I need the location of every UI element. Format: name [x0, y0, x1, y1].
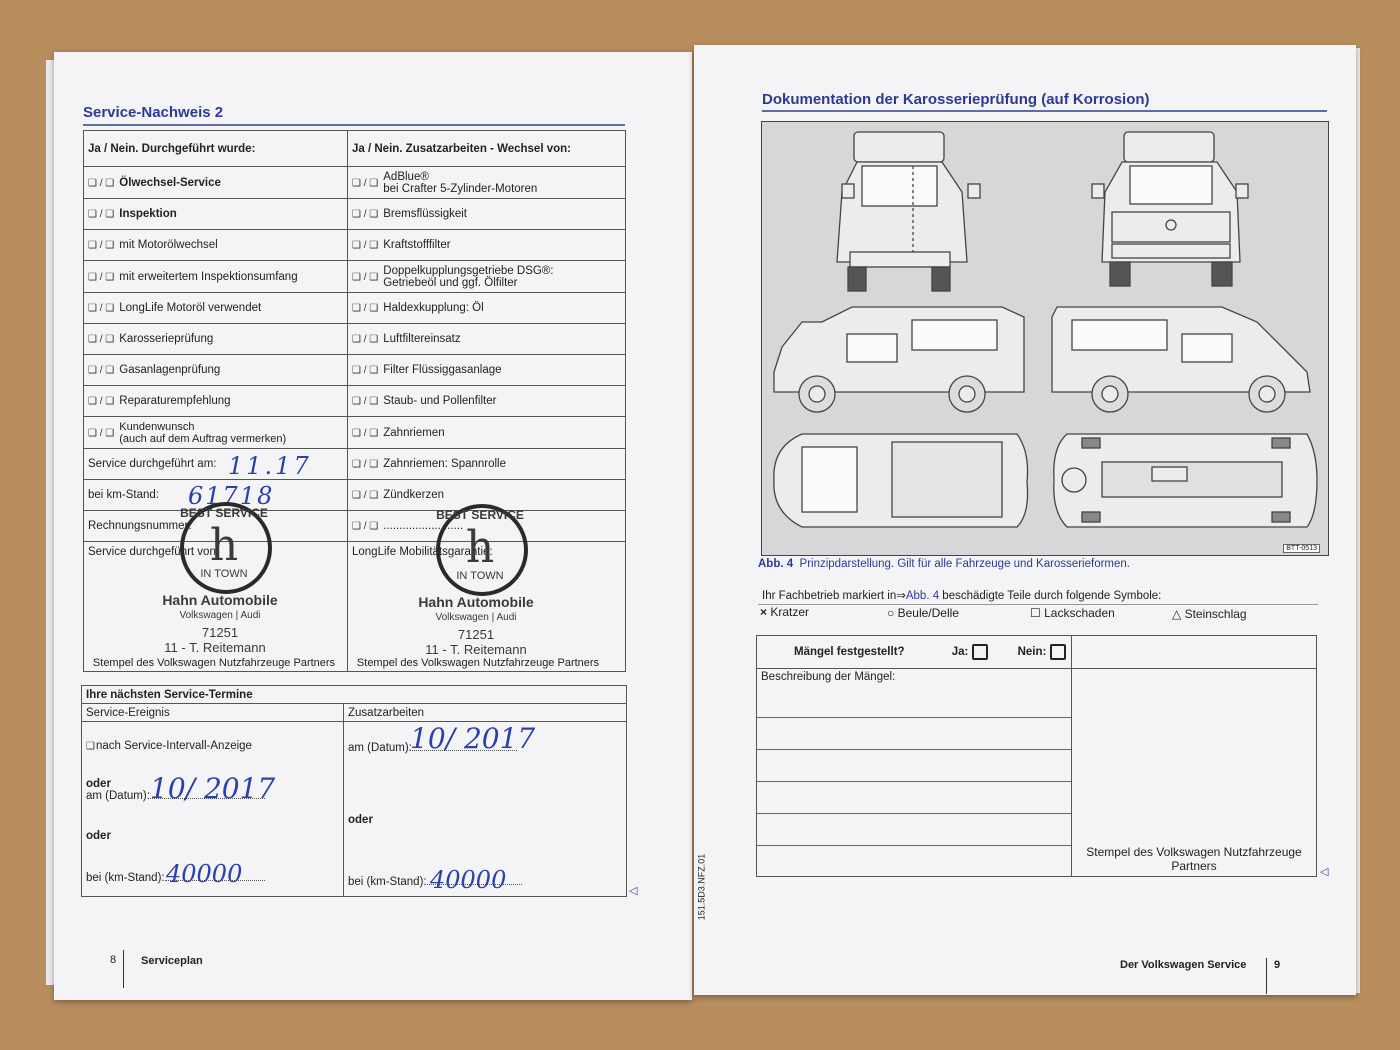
col1-header: Ja / Nein. Durchgeführt wurde: — [84, 131, 348, 167]
row-dsg[interactable]: ❑ / ❑Doppelkupplungsgetriebe DSG®: Getriebeöl und ggf. Ölfilter — [348, 261, 626, 293]
oder-3: oder — [348, 814, 373, 826]
service-by-cell: Service durchgeführt von: — [84, 542, 348, 672]
stamp-brands-left: Volkswagen | Audi — [179, 610, 261, 621]
row-kraftstofffilter[interactable]: ❑ / ❑ Kraftstofffilter — [348, 230, 626, 261]
vehicle-drawing — [762, 122, 1328, 555]
stamp-person-right: 11 - T. Reitemann — [425, 642, 527, 657]
stamp-ring-text-left: BEST SERVICE — [180, 506, 268, 520]
defects-table — [756, 635, 1317, 877]
symbol-paint-damage: ☐ Lackschaden — [1030, 606, 1115, 620]
handwritten-km: 61718 — [188, 482, 275, 510]
description-line-2[interactable] — [757, 750, 1071, 782]
next-col2-header: Zusatzarbeiten — [344, 704, 627, 722]
row-kundenwunsch[interactable]: ❑ / ❑Kundenwunsch (auch auf dem Auftrag vermerken) — [84, 417, 348, 449]
instruction-text: Ihr Fachbetrieb markiert in⇒Abb. 4 beschädigte Teile durch folgende Symbole: — [762, 590, 1162, 602]
row-gasanlage[interactable]: ❑ / ❑ Gasanlagenprüfung — [84, 355, 348, 386]
symbol-stone-chip: △ Steinschlag — [1172, 607, 1247, 621]
partner-stamp-cell: Stempel des Volkswagen Nutzfahrzeuge Partners — [1072, 669, 1317, 877]
row-pollenfilter[interactable]: ❑ / ❑ Staub- und Pollenfilter — [348, 386, 626, 417]
stamp-ring-text-right: BEST SERVICE — [436, 508, 524, 522]
stamp-brands-right: Volkswagen | Audi — [435, 612, 517, 623]
handwritten-km-1: 40000 — [166, 860, 243, 888]
right-page-number: 9 — [1274, 959, 1281, 971]
row-inspektion[interactable]: ❑ / ❑ Inspektion — [84, 199, 348, 230]
defects-question: Mängel festgestellt? — [794, 646, 905, 659]
title-rule-right — [762, 110, 1327, 112]
symbol-dent: ○ Beule/Delle — [887, 606, 959, 620]
van-underside-view — [1054, 434, 1317, 527]
defects-description-cell[interactable] — [757, 669, 1072, 877]
van-front-view — [1092, 132, 1248, 286]
handwritten-date-1: 10/ 2017 — [150, 772, 276, 805]
handwritten-date-2: 10/ 2017 — [410, 722, 536, 755]
description-line-1[interactable] — [757, 718, 1071, 750]
next-service-title: Ihre nächsten Service-Termine — [82, 686, 627, 704]
longlife-cell: LongLife Mobilitätsgarantie: — [348, 542, 626, 672]
row-motoroelwechsel[interactable]: ❑ / ❑ mit Motorölwechsel — [84, 230, 348, 261]
row-erweitert[interactable]: ❑ / ❑ mit erweitertem Inspektionsumfang — [84, 261, 348, 293]
service-table — [83, 130, 626, 672]
stamp-ring-bottom-right: IN TOWN — [456, 570, 504, 582]
row-zahnriemen[interactable]: ❑ / ❑ Zahnriemen — [348, 417, 626, 449]
stamp-ring-bottom-left: IN TOWN — [200, 568, 248, 580]
row-luftfilter[interactable]: ❑ / ❑ Luftfiltereinsatz — [348, 324, 626, 355]
row-spannrolle[interactable]: ❑ / ❑ Zahnriemen: Spannrolle — [348, 449, 626, 480]
stamp-center-right: h — [465, 522, 495, 573]
left-footer-separator — [123, 950, 124, 988]
row-invoice[interactable]: Rechnungsnummer: — [84, 511, 348, 542]
oder-1: oder — [86, 778, 111, 790]
left-page-number: 8 — [110, 954, 117, 966]
vehicle-diagram — [761, 121, 1329, 556]
row-reparatur[interactable]: ❑ / ❑ Reparaturempfehlung — [84, 386, 348, 417]
stamp-zip-right: 71251 — [457, 627, 495, 642]
description-line-4[interactable] — [757, 814, 1071, 846]
oder-2: oder — [86, 830, 111, 842]
row-longlife[interactable]: ❑ / ❑ LongLife Motoröl verwendet — [84, 293, 348, 324]
next-km-1-row[interactable]: bei (km-Stand): — [86, 872, 339, 884]
left-page-title: Service-Nachweis 2 — [83, 104, 224, 121]
next-col1-header: Service-Ereignis — [82, 704, 344, 722]
symbol-rule — [758, 604, 1318, 605]
left-footer-text: Serviceplan — [141, 955, 203, 967]
right-page-title: Dokumentation der Karosserieprüfung (auf Korrosion) — [762, 91, 1150, 108]
handwritten-km-2: 40000 — [430, 866, 507, 894]
defects-question-cell — [757, 636, 1072, 669]
no-checkbox[interactable] — [1050, 644, 1066, 660]
row-oelwechsel[interactable]: ❑ / ❑ Ölwechsel-Service — [84, 167, 348, 199]
right-footer-separator — [1266, 958, 1267, 994]
stamp-person-left: 11 - T. Reitemann — [164, 640, 266, 655]
continue-arrow-left: ◁ — [629, 885, 638, 897]
van-rear-view — [837, 132, 980, 291]
description-label: Beschreibung der Mängel: — [757, 669, 1071, 718]
diagram-code: BTT-0513 — [1283, 544, 1320, 553]
stamp-name-left: Hahn Automobile — [162, 592, 278, 608]
van-side-view-left — [774, 307, 1024, 412]
stamp-caption-right: Stempel des Volkswagen Nutzfahrzeuge Partners — [356, 657, 600, 669]
yes-checkbox[interactable] — [972, 644, 988, 660]
van-side-view-right — [1052, 307, 1310, 412]
figure-caption: Abb. 4 Prinzipdarstellung. Gilt für alle Fahrzeuge und Karosserieformen. — [758, 558, 1130, 570]
col2-header: Ja / Nein. Zusatzarbeiten - Wechsel von: — [348, 131, 626, 167]
row-adblue[interactable]: ❑ / ❑AdBlue® bei Crafter 5-Zylinder-Motoren — [348, 167, 626, 199]
handwritten-service-date: 11.17 — [228, 452, 312, 480]
stamp-center-left: h — [209, 520, 239, 571]
row-karosserie[interactable]: ❑ / ❑ Karosserieprüfung — [84, 324, 348, 355]
description-line-3[interactable] — [757, 782, 1071, 814]
row-service-date[interactable]: Service durchgeführt am: — [84, 449, 348, 480]
yes-label: Ja: — [951, 646, 969, 659]
van-top-view — [774, 434, 1028, 527]
symbol-scratch: × Kratzer — [760, 605, 810, 619]
interval-option[interactable]: ❑nach Service-Intervall-Anzeige — [86, 740, 252, 752]
stamp-header-cell — [1072, 636, 1317, 669]
row-bremsfluessigkeit[interactable]: ❑ / ❑ Bremsflüssigkeit — [348, 199, 626, 230]
right-footer-text: Der Volkswagen Service — [1120, 959, 1247, 971]
next-date-2-row[interactable]: am (Datum): — [348, 742, 622, 754]
row-zuendkerzen[interactable]: ❑ / ❑ Zündkerzen — [348, 480, 626, 511]
next-date-1-row[interactable]: am (Datum): — [86, 790, 339, 802]
row-fluessiggas[interactable]: ❑ / ❑ Filter Flüssiggasanlage — [348, 355, 626, 386]
side-code: 151.5D3.NFZ.01 — [696, 853, 707, 921]
stamp-name-right: Hahn Automobile — [418, 594, 534, 610]
row-km[interactable]: bei km-Stand: — [84, 480, 348, 511]
no-label: Nein: — [1017, 646, 1047, 659]
title-rule-left — [83, 124, 625, 126]
stamp-caption-left: Stempel des Volkswagen Nutzfahrzeuge Partners — [92, 657, 336, 669]
next-km-2-row[interactable]: bei (km-Stand): — [348, 876, 622, 888]
row-extra[interactable]: ❑ / ❑ ......................... — [348, 511, 626, 542]
stamp-zip-left: 71251 — [201, 625, 239, 640]
continue-arrow-right: ◁ — [1320, 866, 1329, 878]
figure-link[interactable]: Abb. 4 — [905, 590, 940, 602]
row-haldex[interactable]: ❑ / ❑ Haldexkupplung: Öl — [348, 293, 626, 324]
